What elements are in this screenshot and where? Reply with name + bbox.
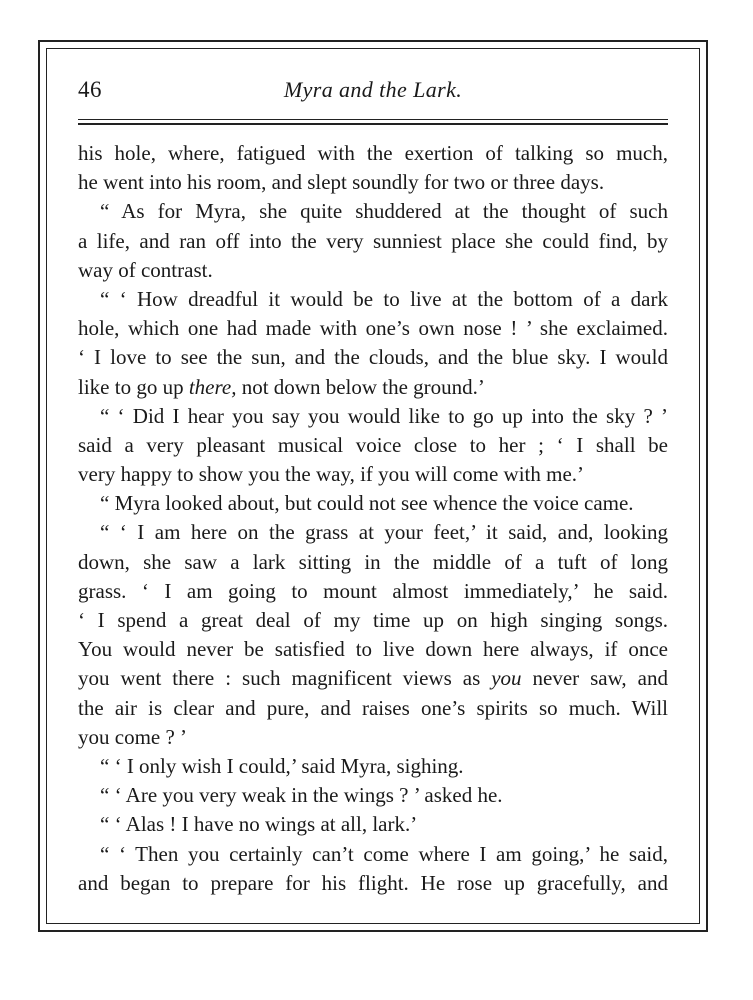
text-line: down, she saw a lark sitting in the middle of a tuft of long [78, 549, 668, 574]
text-line: a life, and ran off into the very sunniest place she could find, by [78, 228, 668, 253]
text-run: like to go up [78, 374, 189, 399]
text-line: “ ‘ Did I hear you say you would like to go up into the sky ? ’ [100, 403, 668, 428]
italic-word: there, [188, 374, 237, 399]
text-line: very happy to show you the way, if you will come with me.’ [78, 462, 585, 487]
text-line: and began to prepare for his flight. He rose up gracefully, and [78, 870, 668, 895]
running-title: Myra and the Lark. [283, 77, 463, 102]
text-line: you come ? ’ [78, 724, 188, 749]
text-run: you went there : such magnificent views as [78, 666, 492, 691]
text-line: he went into his room, and slept soundly for two or three days. [78, 170, 605, 195]
body-text [78, 139, 668, 898]
text-line: the air is clear and pure, and raises one’s spirits so much. Will [78, 695, 668, 720]
header-rule-thin [78, 119, 668, 120]
page-number: 46 [78, 77, 102, 102]
text-line: “ ‘ I only wish I could,’ said Myra, sighing. [100, 753, 464, 778]
text-line [78, 373, 668, 402]
text-line: “ ‘ I am here on the grass at your feet,’ it said, and, looking [100, 520, 668, 545]
text-line: “ ‘ How dreadful it would be to live at the bottom of a dark [100, 286, 668, 311]
text-line: “ As for Myra, she quite shuddered at the thought of such [100, 199, 668, 224]
text-line: way of contrast. [78, 257, 213, 282]
text-line: hole, which one had made with one’s own nose ! ’ she exclaimed. [78, 316, 668, 341]
text-line: ‘ I spend a great deal of my time up on high singing songs. [78, 608, 668, 632]
text-run: not down below the ground.’ [236, 374, 485, 399]
text-line: “ ‘ Then you certainly can’t come where I am going,’ he said, [100, 841, 668, 866]
text-line: “ ‘ Alas ! I have no wings at all, lark.’ [100, 812, 418, 837]
header-rule-thick [78, 123, 668, 125]
text-line: grass. ‘ I am going to mount almost immediately,’ he said. [78, 578, 668, 603]
text-line: his hole, where, fatigued with the exertion of talking so much, [78, 141, 668, 165]
text-line: You would never be satisfied to live down here always, if once [78, 637, 668, 662]
text-line: ‘ I love to see the sun, and the clouds, and the blue sky. I would [78, 345, 668, 370]
text-line [78, 664, 668, 693]
text-line: “ ‘ Are you very weak in the wings ? ’ asked he. [100, 783, 503, 808]
text-run: never saw, and [521, 666, 668, 691]
text-line: “ Myra looked about, but could not see whence the voice came. [100, 491, 634, 516]
page-header [78, 74, 668, 106]
italic-word: you [491, 666, 522, 691]
text-line: said a very pleasant musical voice close to her ; ‘ I shall be [78, 432, 668, 457]
